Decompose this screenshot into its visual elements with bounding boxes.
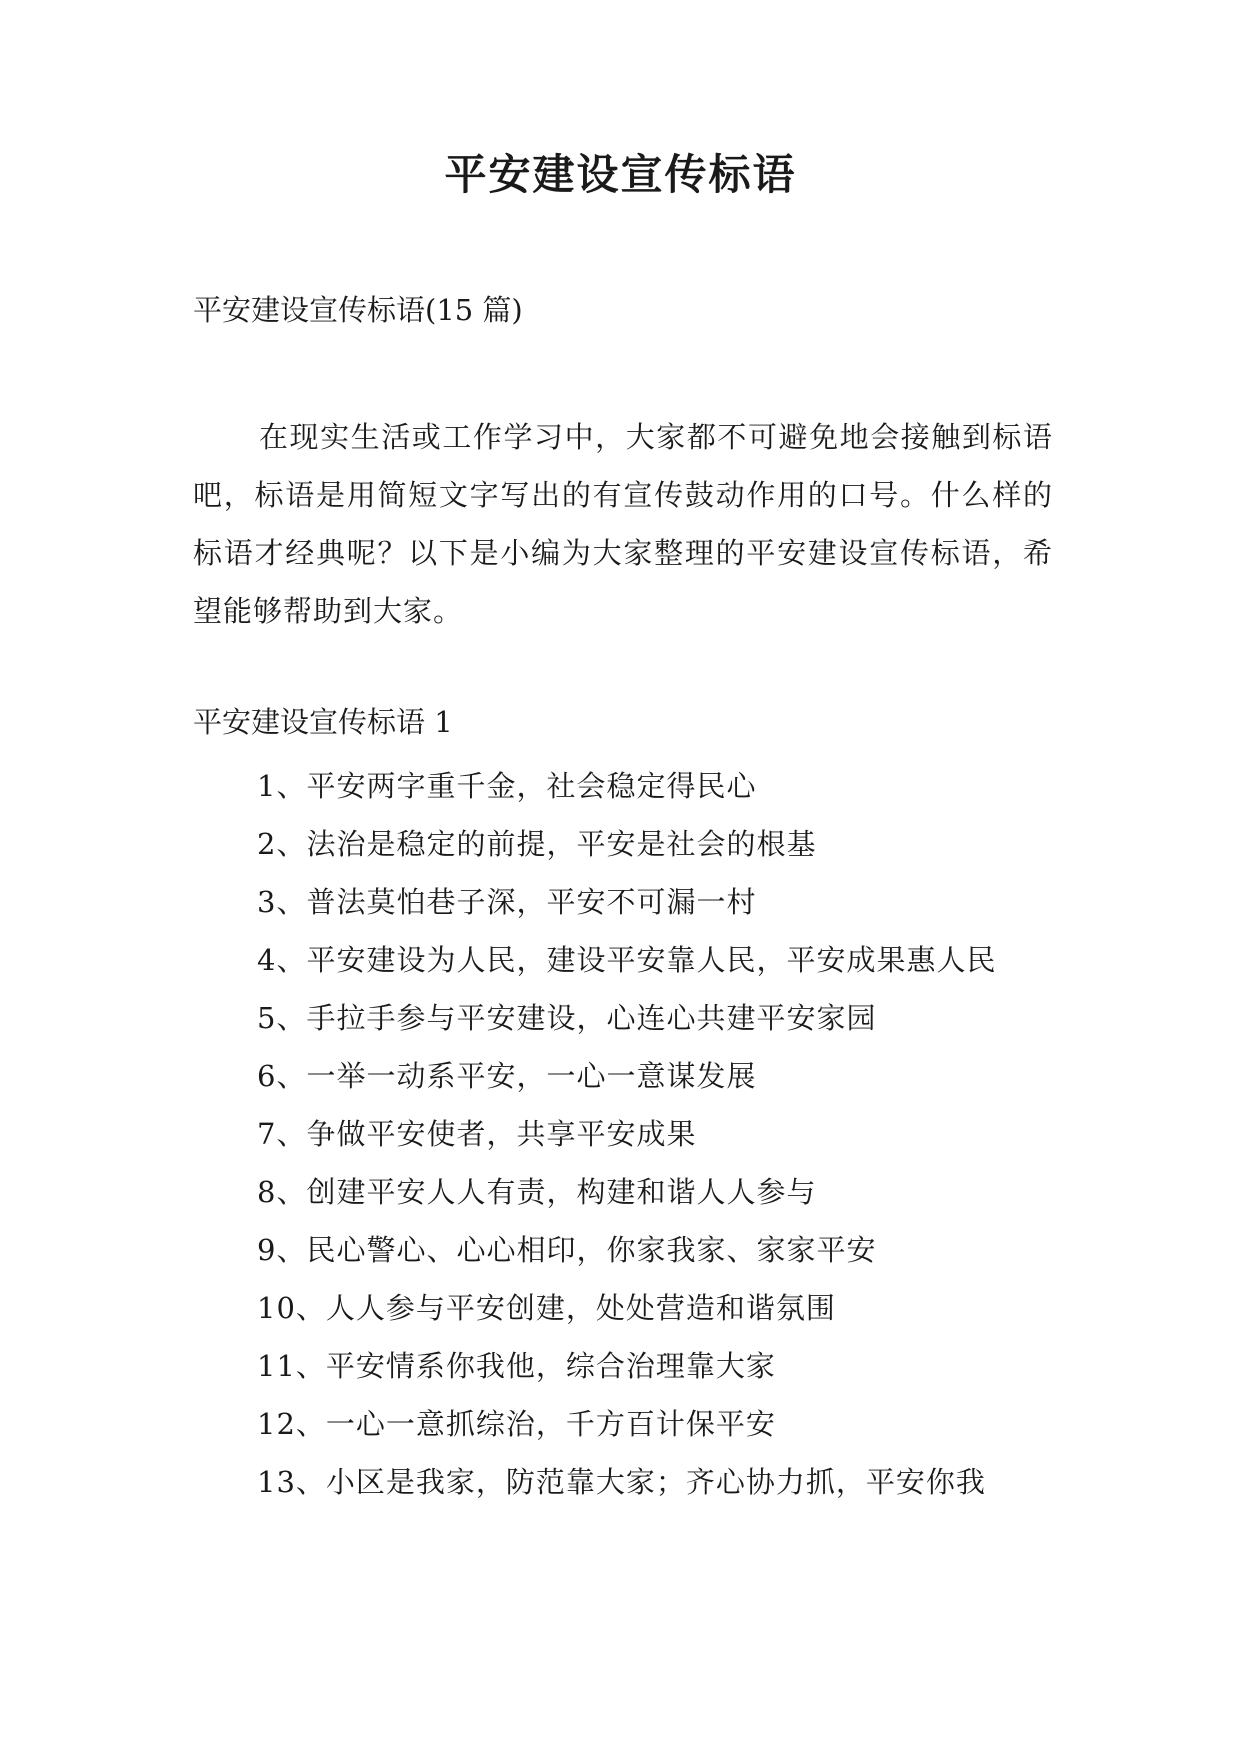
slogan-list — [193, 757, 1053, 1511]
list-item: 4、平安建设为人民，建设平安靠人民，平安成果惠人民 — [257, 943, 997, 977]
list-item: 7、争做平安使者，共享平安成果 — [257, 1117, 697, 1151]
list-item: 2、法治是稳定的前提，平安是社会的根基 — [257, 827, 817, 861]
list-item: 13、小区是我家，防范靠大家；齐心协力抓，平安你我 — [257, 1465, 986, 1499]
list-item: 5、手拉手参与平安建设，心连心共建平安家园 — [257, 1001, 877, 1035]
list-item: 10、人人参与平安创建，处处营造和谐氛围 — [257, 1291, 836, 1325]
list-item: 1、平安两字重千金，社会稳定得民心 — [257, 769, 757, 803]
section-heading: 平安建设宣传标语 1 — [193, 705, 453, 739]
list-item: 3、普法莫怕巷子深，平安不可漏一村 — [257, 885, 757, 919]
list-item: 12、一心一意抓综治，千方百计保平安 — [257, 1407, 776, 1441]
list-item: 9、民心警心、心心相印，你家我家、家家平安 — [257, 1233, 877, 1267]
intro-paragraph: 在现实生活或工作学习中，大家都不可避免地会接触到标语吧，标语是用简短文字写出的有宣传鼓动作用的口号。什么样的标语才经典呢？以下是小编为大家整理的平安建设宣传标语，希望能够帮助到大家。 — [193, 420, 1053, 628]
list-item: 6、一举一动系平安，一心一意谋发展 — [257, 1059, 757, 1093]
document-subtitle: 平安建设宣传标语(15 篇) — [193, 293, 523, 327]
list-item: 11、平安情系你我他，综合治理靠大家 — [257, 1349, 776, 1383]
document-title: 平安建设宣传标语 — [444, 150, 797, 199]
list-item: 8、创建平安人人有责，构建和谐人人参与 — [257, 1175, 817, 1209]
